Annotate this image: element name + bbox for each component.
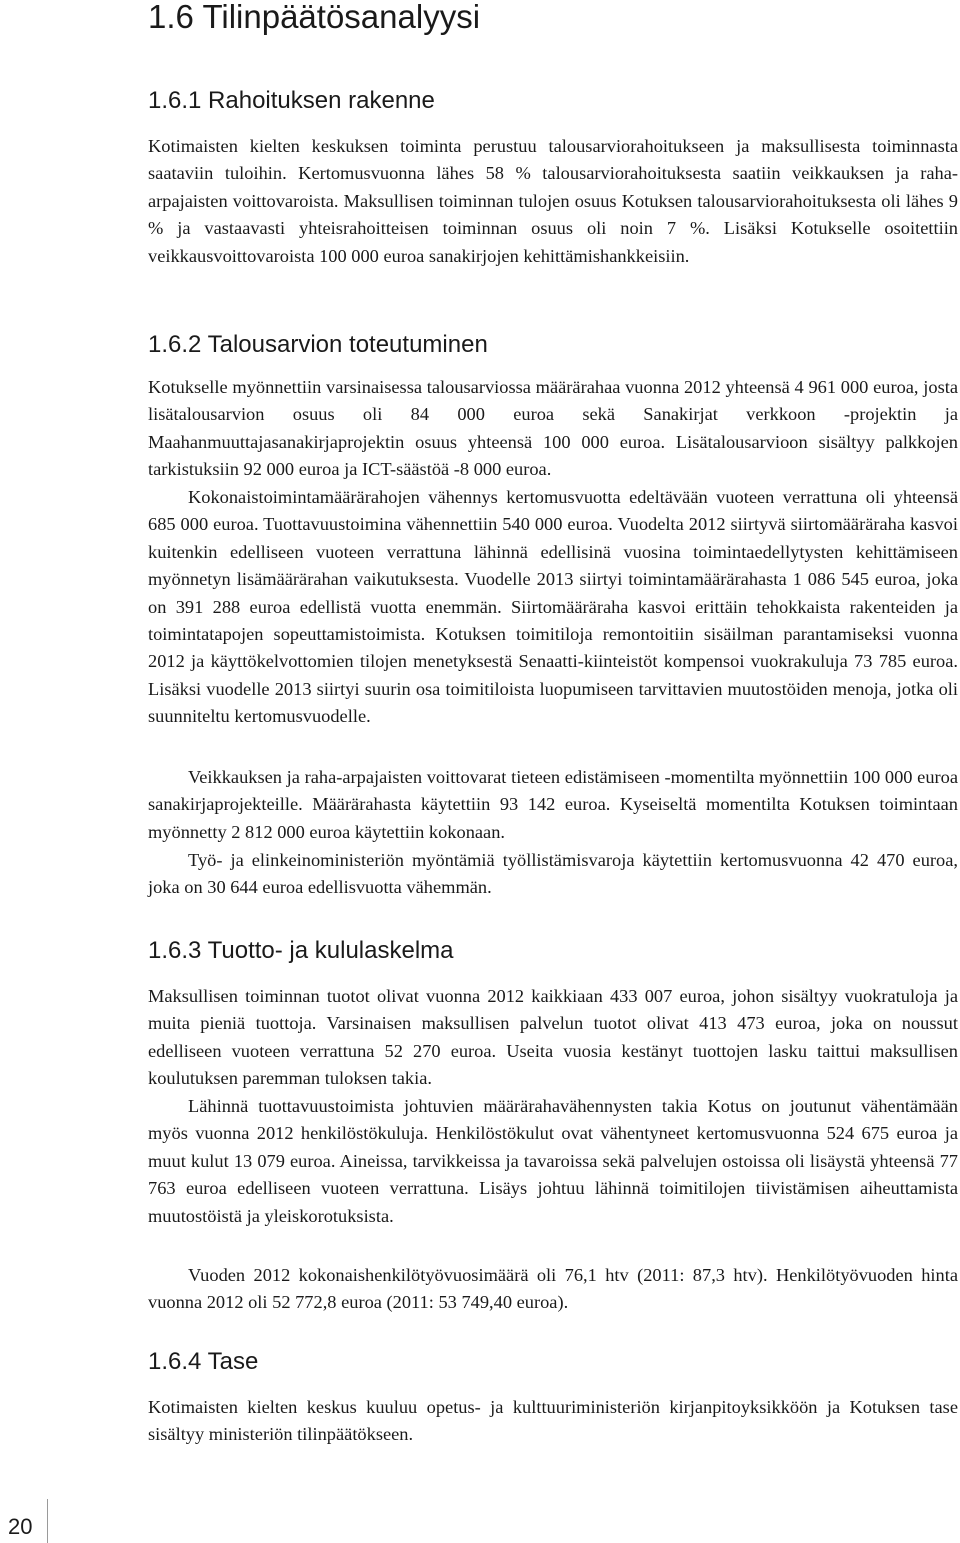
paragraph-talousarvio-3: Veikkauksen ja raha-arpajaisten voittovarat tieteen edistämiseen -momentilta myönnettiin 100 000 euroa sanakirjaprojekteille. Määrärahasta käytettiin 93 142 euroa. Kyseiseltä momentilta Kotuksen toimintaan myönnetty 2 812 000 euroa käytettiin kokonaan.: [148, 767, 958, 842]
paragraph-talousarvio-4: Työ- ja elinkeinoministeriön myöntämiä työllistämisvaroja käytettiin kertomusvuonna 42 470 euroa, joka on 30 644 euroa edellisvuotta vähemmän.: [148, 850, 958, 898]
paragraph-tuotto-2: Lähinnä tuottavuustoimista johtuvien määrärahavähennysten takia Kotus on joutunut vähentämään myös vuonna 2012 henkilöstökuluja. Henkilöstökulut ovat vähentyneet kertomusvuonna 524 675 euroa ja muut kulut 13 079 euroa. Aineissa, tarvikkeissa ja tavaroissa sekä palvelujen ostoissa oli lisäystä yhteensä 77 763 euroa edelliseen vuoteen verrattuna. Lisäys johtuu lähinnä toimitilojen tiivistämisen aiheuttamista muutostöistä ja yleiskorotuksista.: [148, 1096, 958, 1226]
page-number: 20: [8, 1514, 33, 1539]
section-heading-tuotto-ja-kululaskelma: 1.6.3 Tuotto- ja kululaskelma: [148, 937, 454, 964]
page-number-divider: [47, 1499, 48, 1543]
paragraph-talousarvio-1: Kotukselle myönnettiin varsinaisessa talousarviossa määrärahaa vuonna 2012 yhteensä 4 961 000 euroa, josta lisätalousarvion osuus oli 84 000 euroa sekä Sanakirjat verkkoon -projektin ja Maahanmuuttajasanakirjaprojektin osuus yhteensä 100 000 euroa. Lisätalousarvioon sisältyy palkkojen tarkistuksiin 92 000 euroa ja ICT-säästöä -8 000 euroa.: [148, 377, 958, 480]
paragraph-rahoitus-1: Kotimaisten kielten keskuksen toiminta perustuu talousarviorahoitukseen ja maksullisesta toiminnasta saataviin tuloihin. Kertomusvuonna lähes 58 % talousarviorahoituksesta saatiin veikkauksen ja raha-arpajaisten voittovaroista. Maksullisen toiminnan tulojen osuus Kotuksen talousarviorahoituksesta oli lähes 9 % ja vastaavasti yhteisrahoitteisen toiminnan osuus oli noin 7 %. Lisäksi Kotukselle osoitettiin veikkausvoittovaroista 100 000 euroa sanakirjojen kehittämishankkeisiin.: [148, 136, 958, 266]
paragraph-tuotto-3: Vuoden 2012 kokonaishenkilötyövuosimäärä oli 76,1 htv (2011: 87,3 htv). Henkilötyövuoden hinta vuonna 2012 oli 52 772,8 euroa (2011: 53 749,40 euroa).: [148, 1265, 958, 1313]
section-heading-talousarvion-toteutuminen: 1.6.2 Talousarvion toteutuminen: [148, 331, 488, 358]
paragraph-tuotto-1: Maksullisen toiminnan tuotot olivat vuonna 2012 kaikkiaan 433 007 euroa, johon sisältyy vuokratuloja ja muita pieniä tuottoja. Varsinaisen maksullisen palvelun tuotot olivat 413 473 euroa, joka on noussut edelliseen vuoteen verrattuna 52 270 euroa. Useita vuosia kestänyt tuottojen lasku taittui maksullisen koulutuksen paremman tuloksen takia.: [148, 986, 958, 1089]
paragraph-tase-1: Kotimaisten kielten keskus kuuluu opetus- ja kulttuuriministeriön kirjanpitoyksikköön ja Kotuksen tase sisältyy ministeriön tilinpäätökseen.: [148, 1397, 958, 1445]
section-heading-rahoituksen-rakenne: 1.6.1 Rahoituksen rakenne: [148, 87, 435, 114]
section-heading-tase: 1.6.4 Tase: [148, 1348, 259, 1375]
paragraph-talousarvio-2: Kokonaistoimintamäärärahojen vähennys kertomusvuotta edeltävään vuoteen verrattuna oli yhteensä 685 000 euroa. Tuottavuustoimina vähennettiin 540 000 euroa. Vuodelta 2012 siirtyvä siirtomääräraha kasvoi kuitenkin edelliseen vuoteen verrattuna lähinnä edellisinä vuosina toimintaedellytysten kehittämiseen myönnetyn lisämäärärahan vaikutuksesta. Vuodelle 2013 siirtyi toimintamäärärahasta 1 086 545 euroa, joka on 391 288 euroa edellistä vuotta enemmän. Siirtomääräraha kasvoi erittäin tehokkaista rakenteiden ja toimintatapojen sopeuttamistoimista. Kotuksen toimitiloja remontoitiin sisäilman parantamiseksi vuonna 2012 ja käyttökelvottomien tilojen menetyksestä Senaatti-kiinteistöt kompensoi vuokrakuluja 73 785 euroa. Lisäksi vuodelle 2013 siirtyi suurin osa toimitiloista luopumiseen tarvittavien muutostöiden menoja, jotka oli suunniteltu kertomusvuodelle.: [148, 487, 958, 727]
page-title: 1.6 Tilinpäätösanalyysi: [148, 0, 481, 35]
